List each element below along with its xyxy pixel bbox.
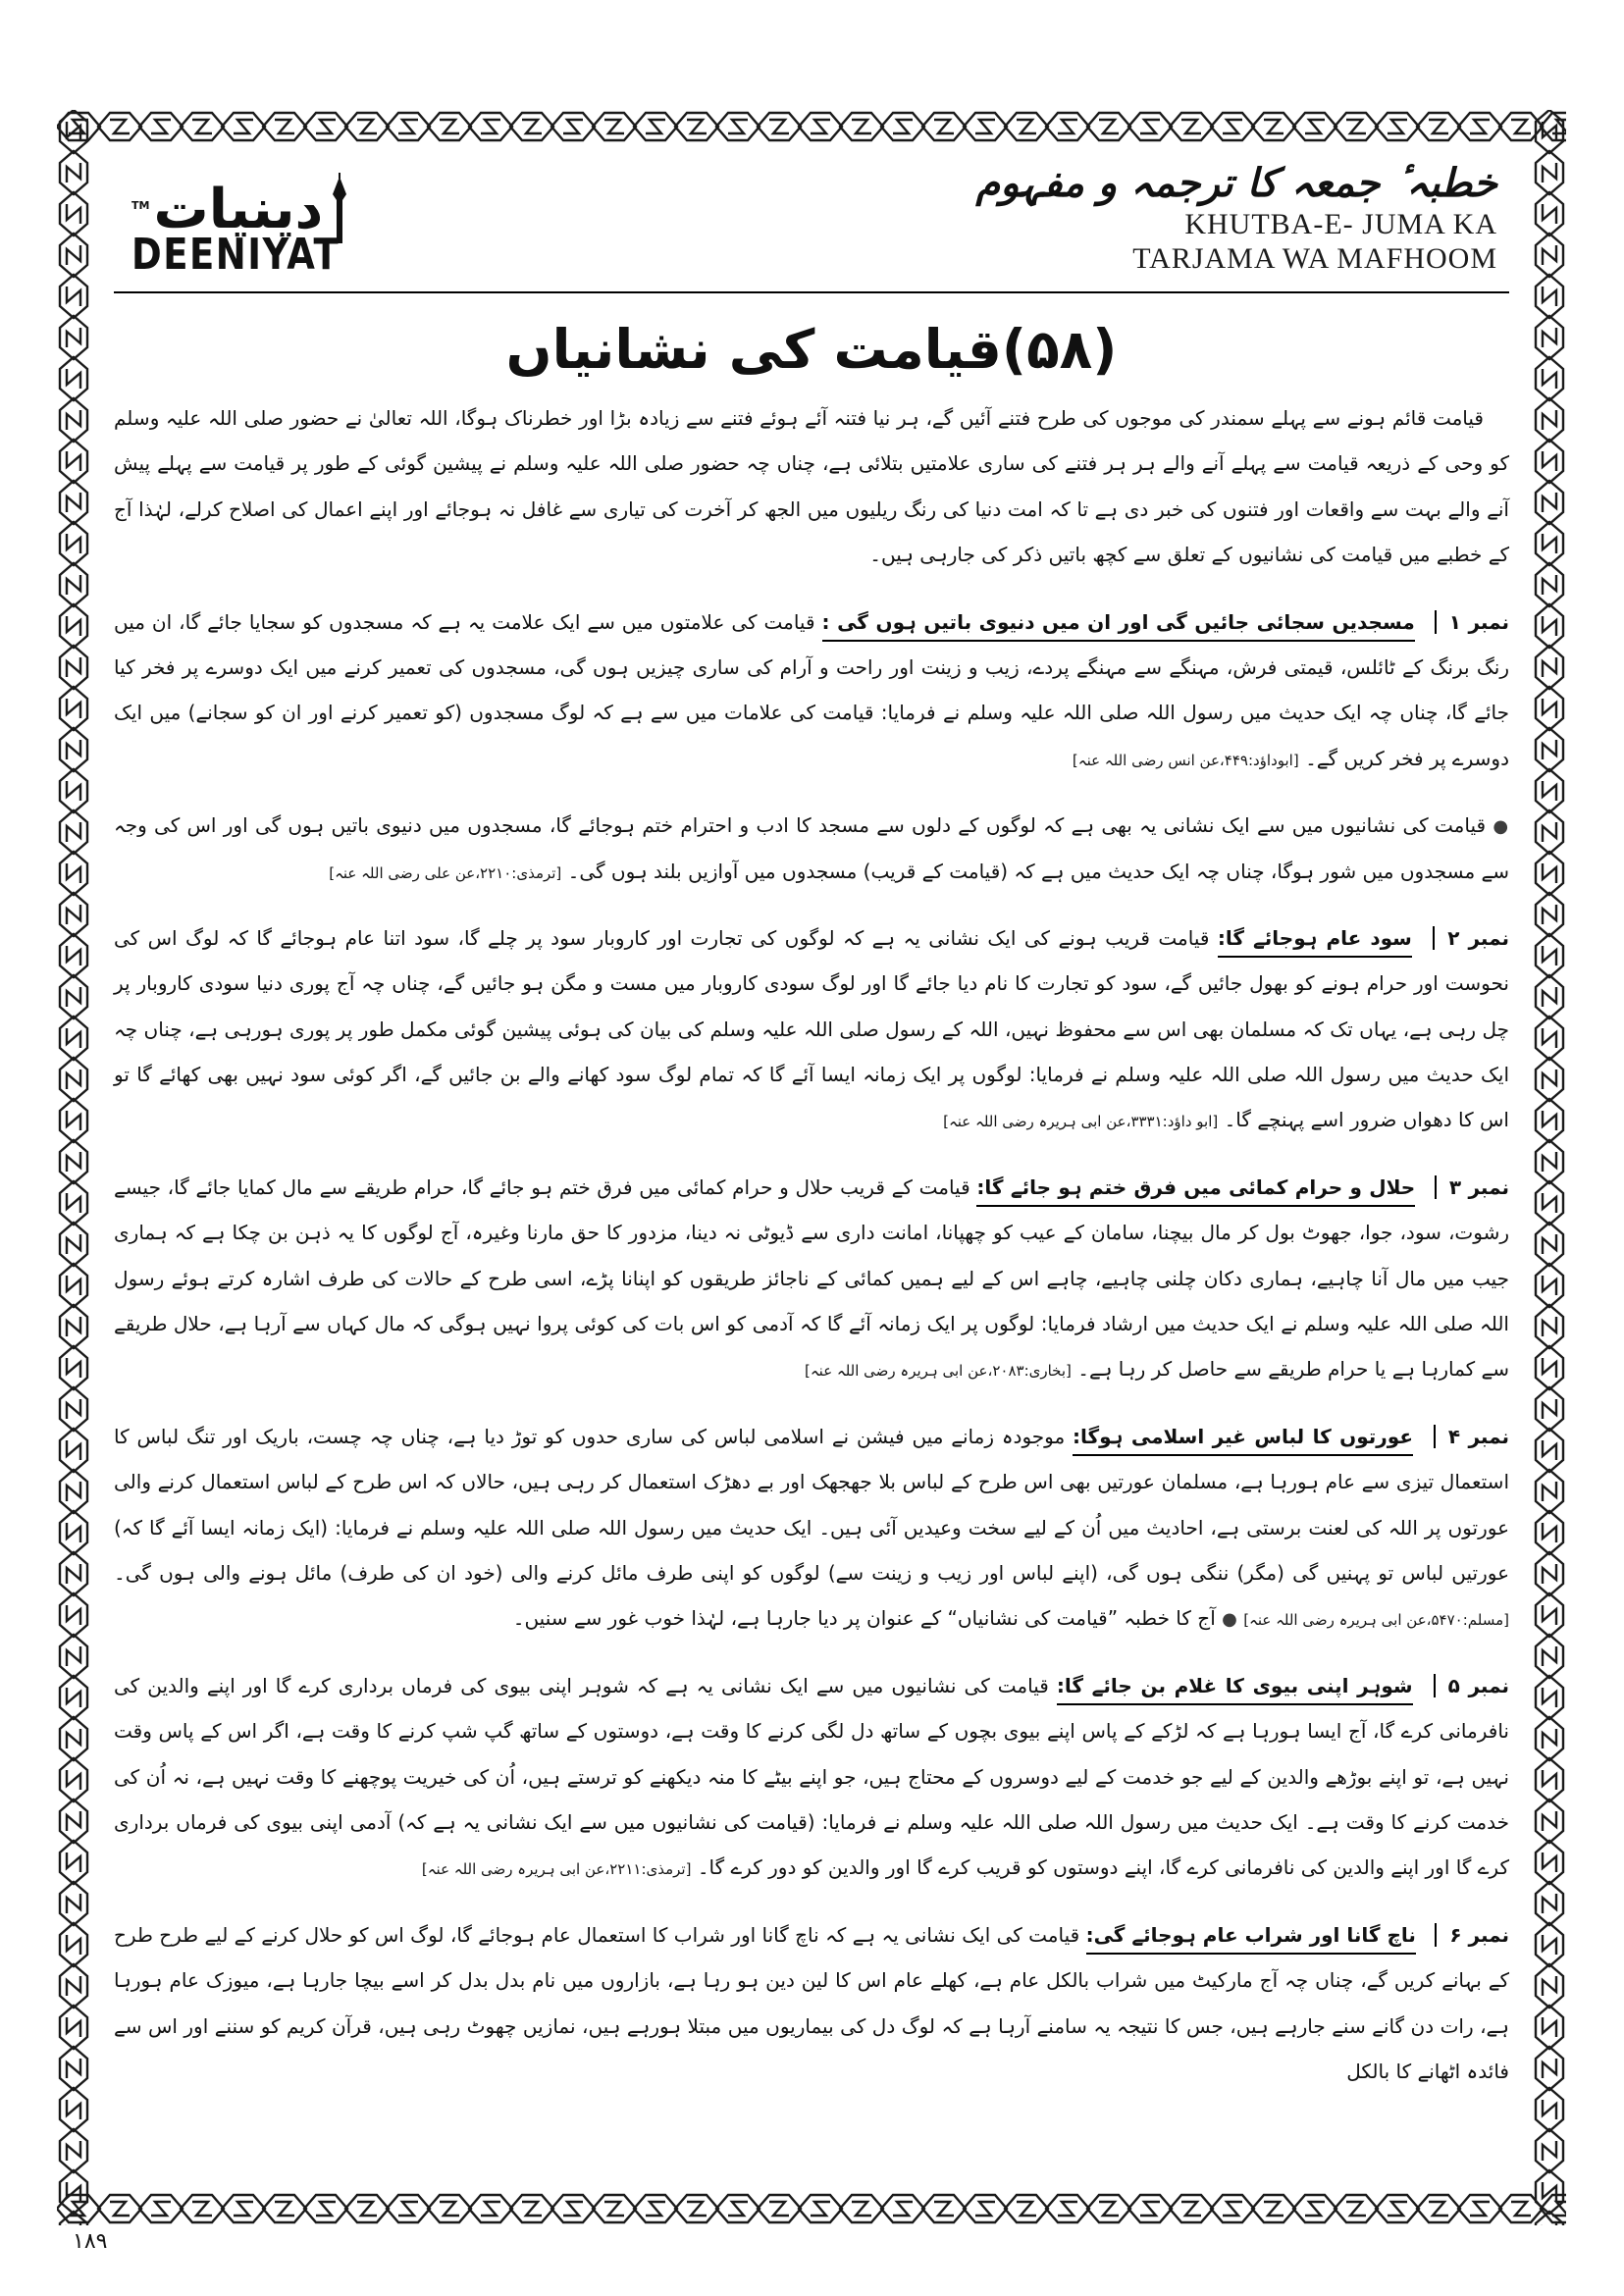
section-4-reference: [مسلم:۵۴۷۰،عن ابی ہریرہ رضی اللہ عنہ] xyxy=(1243,1611,1509,1630)
masthead xyxy=(114,151,1509,293)
section-6-number: نمبر ۶ xyxy=(1435,1923,1509,1947)
section-3 xyxy=(114,1165,1509,1392)
section-2 xyxy=(114,915,1509,1143)
section-5-body: قیامت کی نشانیوں میں سے ایک نشانی یہ ہے کہ شوہر اپنی بیوی کی فرماں برداری کرے گا اور اپنے والدین کی نافرمانی کرے گا، آج ایسا ہورہا ہے کہ لڑکے کے پاس اپنے بیوی بچوں کے ساتھ دل لگی کرنے کا وقت ہے، دوستوں کے ساتھ گپ شپ کرنے کا وقت ہے، اگر اس کے پاس وقت نہیں ہے، تو اپنے بوڑھے والدین کے لیے جو خدمت کے لیے دوسروں کے محتاج ہیں، جو اپنے بیٹے کا منہ دیکھنے کو ترستے ہیں، اُن کی خیریت پوچھنے کا وقت نہیں ہے، نہ اُن کی خدمت کرنے کا وقت ہے۔ ایک حدیث میں رسول اللہ صلی اللہ علیہ وسلم نے فرمایا: (قیامت کی نشانیوں میں سے ایک نشانی یہ ہے کہ) آدمی اپنی بیوی کی فرماں برداری کرے گا اور اپنے والدین کی نافرمانی کرے گا، اپنے دوستوں کو قریب کرے گا اور والدین کو دور کرے گا۔ xyxy=(114,1673,1509,1880)
section-2-heading: سود عام ہوجائے گا: xyxy=(1218,926,1412,958)
section-5 xyxy=(114,1663,1509,1891)
section-4-body: موجودہ زمانے میں فیشن نے اسلامی لباس کی ساری حدوں کو توڑ دیا ہے، چناں چہ چست، باریک اور تنگ لباس کا استعمال تیزی سے عام ہورہا ہے، مسلمان عورتیں بھی اس طرح کے لباس بلا جھجھک اور بے دھڑک استعمال کر رہی ہیں، حالاں کہ اس طرح کے لباس استعمال کرنے والی عورتوں پر اللہ کی لعنت برستی ہے، احادیث میں اُن کے لیے سخت وعیدیں آئی ہیں۔ ایک حدیث میں رسول اللہ صلی اللہ علیہ وسلم نے فرمایا: (ایک زمانہ ایسا آئے گا کہ) عورتیں لباس تو پہنیں گی (مگر) ننگی ہوں گی، (اپنے لباس اور زیب و زینت سے) لوگوں کو اپنی طرف مائل کرنے والی (خود ان کی طرف) مائل ہونے والی ہوں گی۔ xyxy=(114,1424,1509,1585)
section-1-number: نمبر ۱ xyxy=(1435,610,1509,634)
page-content xyxy=(92,145,1531,2190)
section-6-heading: ناچ گانا اور شراب عام ہوجائے گی: xyxy=(1086,1923,1416,1955)
deeniyat-logo xyxy=(118,167,350,280)
border-chain-right xyxy=(1533,110,1566,2225)
bullet-icon: ● xyxy=(1493,816,1509,838)
section-2-number: نمبر ۲ xyxy=(1433,926,1509,950)
section-4 xyxy=(114,1414,1509,1642)
section-6 xyxy=(114,1912,1509,2095)
intro-paragraph: قیامت قائم ہونے سے پہلے سمندر کی موجوں کی طرح فتنے آئیں گے، ہر نیا فتنہ آئے ہوئے فتنے سے زیادہ بڑا اور خطرناک ہوگا، اللہ تعالیٰ نے حضور صلی اللہ علیہ وسلم کو وحی کے ذریعہ قیامت سے پہلے آنے والے ہر ہر فتنے کی ساری علامتیں بتلائی ہے، چناں چہ حضور صلی اللہ علیہ وسلم نے پیشین گوئی کے طور پر قیامت سے پہلے پیش آنے والے بہت سے واقعات اور فتنوں کی خبر دی ہے تا کہ امت دنیا کی رنگ ریلیوں میں الجھ کر آخرت کی تیاری سے غافل نہ ہوجائے اور اپنے اعمال کی اصلاح کرلے، لہٰذا آج کے خطبے میں قیامت کی نشانیوں کے تعلق سے کچھ باتیں ذکر کی جارہی ہیں۔ xyxy=(114,406,1509,567)
section-5-heading: شوہر اپنی بیوی کا غلام بن جائے گا: xyxy=(1057,1674,1413,1705)
section-5-reference: [ترمذی:۲۲۱۱،عن ابی ہریرہ رضی اللہ عنہ] xyxy=(421,1860,692,1879)
section-3-reference: [بخاری:۲۰۸۳،عن ابی ہریرہ رضی اللہ عنہ] xyxy=(805,1362,1072,1381)
logo-arabic-row xyxy=(131,167,350,241)
decorative-border-frame xyxy=(57,110,1566,2225)
section-1 xyxy=(114,600,1509,782)
section-3-number: نمبر ۳ xyxy=(1435,1175,1509,1199)
mosque-note-body: قیامت کی نشانیوں میں سے ایک نشانی یہ بھی ہے کہ لوگوں کے دلوں سے مسجد کا ادب و احترام ختم ہوجائے گا، مسجدوں میں دنیوی باتیں ہوں گی اور اس کی وجہ سے مسجدوں میں شور ہوگا، چناں چہ ایک حدیث میں ہے کہ (قیامت کے قریب) مسجدوں میں آوازیں بلند ہوں گی۔ xyxy=(114,813,1509,883)
masthead-title-english xyxy=(975,208,1497,276)
section-2-reference: [ابو داؤد:۳۳۳۱،عن ابی ہریرہ رضی اللہ عنہ] xyxy=(943,1113,1219,1131)
bullet-icon: ● xyxy=(1222,1609,1237,1631)
section-4-heading: عورتوں کا لباس غیر اسلامی ہوگا: xyxy=(1073,1425,1413,1456)
masthead-title-english-line2: TARJAMA WA MAFHOOM xyxy=(1132,241,1497,275)
page-number: ۱۸۹ xyxy=(73,2229,108,2254)
section-2-body: قیامت قریب ہونے کی ایک نشانی یہ ہے کہ لوگوں کی تجارت اور کاروبار سود پر چلے گا، سود اتنا عام ہوجائے گا کہ لوگ اس کی نحوست اور حرام ہونے کو بھول جائیں گے، سود کو تجارت کا نام دیا جائے گا اور لوگ سودی کاروبار میں مست و مگن ہو جائیں گے، چناں چہ آج پوری دنیا سودی کاروبار پر چل رہی ہے، یہاں تک کہ مسلمان بھی اس سے محفوظ نہیں، اللہ کے رسول صلی اللہ علیہ وسلم کی بیان کی ہوئی پیشین گوئی مکمل طور پر پوری ہورہی ہے، چناں چہ ایک حدیث میں رسول اللہ صلی اللہ علیہ وسلم نے فرمایا: لوگوں پر ایک زمانہ ایسا آئے گا کہ تمام لوگ سود کھانے والے بن جائیں گے، اگر کوئی سود نہیں بھی کھائے گا تو اس کا دھواں ضرور اسے پہنچے گا۔ xyxy=(114,925,1509,1132)
border-chain-bottom xyxy=(57,2192,1566,2225)
section-1-heading: مسجدیں سجائی جائیں گی اور ان میں دنیوی باتیں ہوں گی : xyxy=(822,610,1415,642)
page-title: (۵۸)قیامت کی نشانیاں xyxy=(505,318,1118,381)
section-3-body: قیامت کے قریب حلال و حرام کمائی میں فرق ختم ہو جائے گا، حرام طریقے سے مال کمایا جائے گا، جیسے رشوت، سود، جوا، جھوٹ بول کر مال بیچنا، سامان کے عیب کو چھپانا، امانت داری سے ڈیوٹی نہ دینا، مزدور کا حق مارنا وغیرہ، آج لوگوں کا یہ ذہن بن چکا ہے کہ ہماری جیب میں مال آنا چاہیے، ہماری دکان چلنی چاہیے، چاہے اس کے لیے ہمیں کمائی کے ناجائز طریقوں کو اپنانا پڑے، اسی طرح کے حالات کی طرف اشارہ کرتے ہوئے رسول اللہ صلی اللہ علیہ وسلم نے ایک حدیث میں ارشاد فرمایا: لوگوں پر ایک زمانہ آئے گا کہ آدمی کو اس بات کی کوئی پروا نہیں ہوگی کہ مال کہاں سے آرہا ہے، حلال طریقے سے کمارہا ہے یا حرام طریقے سے حاصل کر رہا ہے۔ xyxy=(114,1174,1509,1382)
border-chain-left xyxy=(57,110,90,2225)
logo-latin-text: DEENIYAT xyxy=(131,229,341,280)
section-4-number: نمبر ۴ xyxy=(1434,1425,1509,1448)
logo-trademark: TM xyxy=(131,199,150,212)
khutba-note-text: آج کا خطبہ ”قیامت کی نشانیاں“ کے عنوان پر دیا جارہا ہے، لہٰذا خوب غور سے سنیں۔ xyxy=(512,1606,1216,1631)
masthead-titles xyxy=(975,159,1505,276)
section-1-reference: [ابوداؤد:۴۴۹،عن انس رضی اللہ عنہ] xyxy=(1072,751,1299,769)
border-chain-top xyxy=(57,110,1566,143)
section-6-body: قیامت کی ایک نشانی یہ ہے کہ ناچ گانا اور شراب کا استعمال عام ہوجائے گا، لوگ اس کو حلال کرنے کے لیے طرح طرح کے بہانے کریں گے، چناں چہ آج مارکیٹ میں شراب بالکل عام ہے، کھلے عام اس کا لین دین ہو رہا ہے، بازاروں میں نام بدل بدل کر اسے بیچا جارہا ہے، میوزک عام ہورہا ہے، رات دن گانے سنے جارہے ہیں، جس کا نتیجہ یہ سامنے آرہا ہے کہ لوگ دل کی بیماریوں میں مبتلا ہورہے ہیں، نمازیں چھوٹ رہی ہیں، قرآن کریم کو سننے اور اس سے فائدہ اٹھانے کا بالکل xyxy=(114,1922,1509,2083)
masthead-title-english-line1: KHUTBA-E- JUMA KA xyxy=(1184,208,1497,240)
section-5-number: نمبر ۵ xyxy=(1434,1674,1509,1697)
mosque-note-reference: [ترمذی:۲۲۱۰،عن علی رضی اللہ عنہ] xyxy=(329,863,562,882)
masthead-title-urdu: خطبہ ٔ جمعہ کا ترجمہ و مفہوم xyxy=(975,161,1497,206)
mosque-note-paragraph xyxy=(114,803,1509,894)
section-1-body: قیامت کی علامتوں میں سے ایک علامت یہ ہے کہ مسجدوں کو سجایا جائے گا، ان میں رنگ برنگ کے ٹائلس، قیمتی فرش، مہنگے سے مہنگے پردے، زیب و زینت اور راحت و آرام کی ساری چیزیں ہوں گی، مسجدوں کی تعمیر کرنے میں ایک دوسرے پر فخر کیا جائے گا، چناں چہ ایک حدیث میں رسول اللہ صلی اللہ علیہ وسلم نے فرمایا: قیامت کی علامات میں سے ہے کہ لوگ مسجدوں (کو تعمیر کرنے اور ان کو سجانے) میں ایک دوسرے پر فخر کریں گے۔ xyxy=(114,609,1509,770)
section-3-heading: حلال و حرام کمائی میں فرق ختم ہو جائے گا: xyxy=(976,1175,1415,1207)
logo-arabic-text: دینیات xyxy=(153,178,324,241)
